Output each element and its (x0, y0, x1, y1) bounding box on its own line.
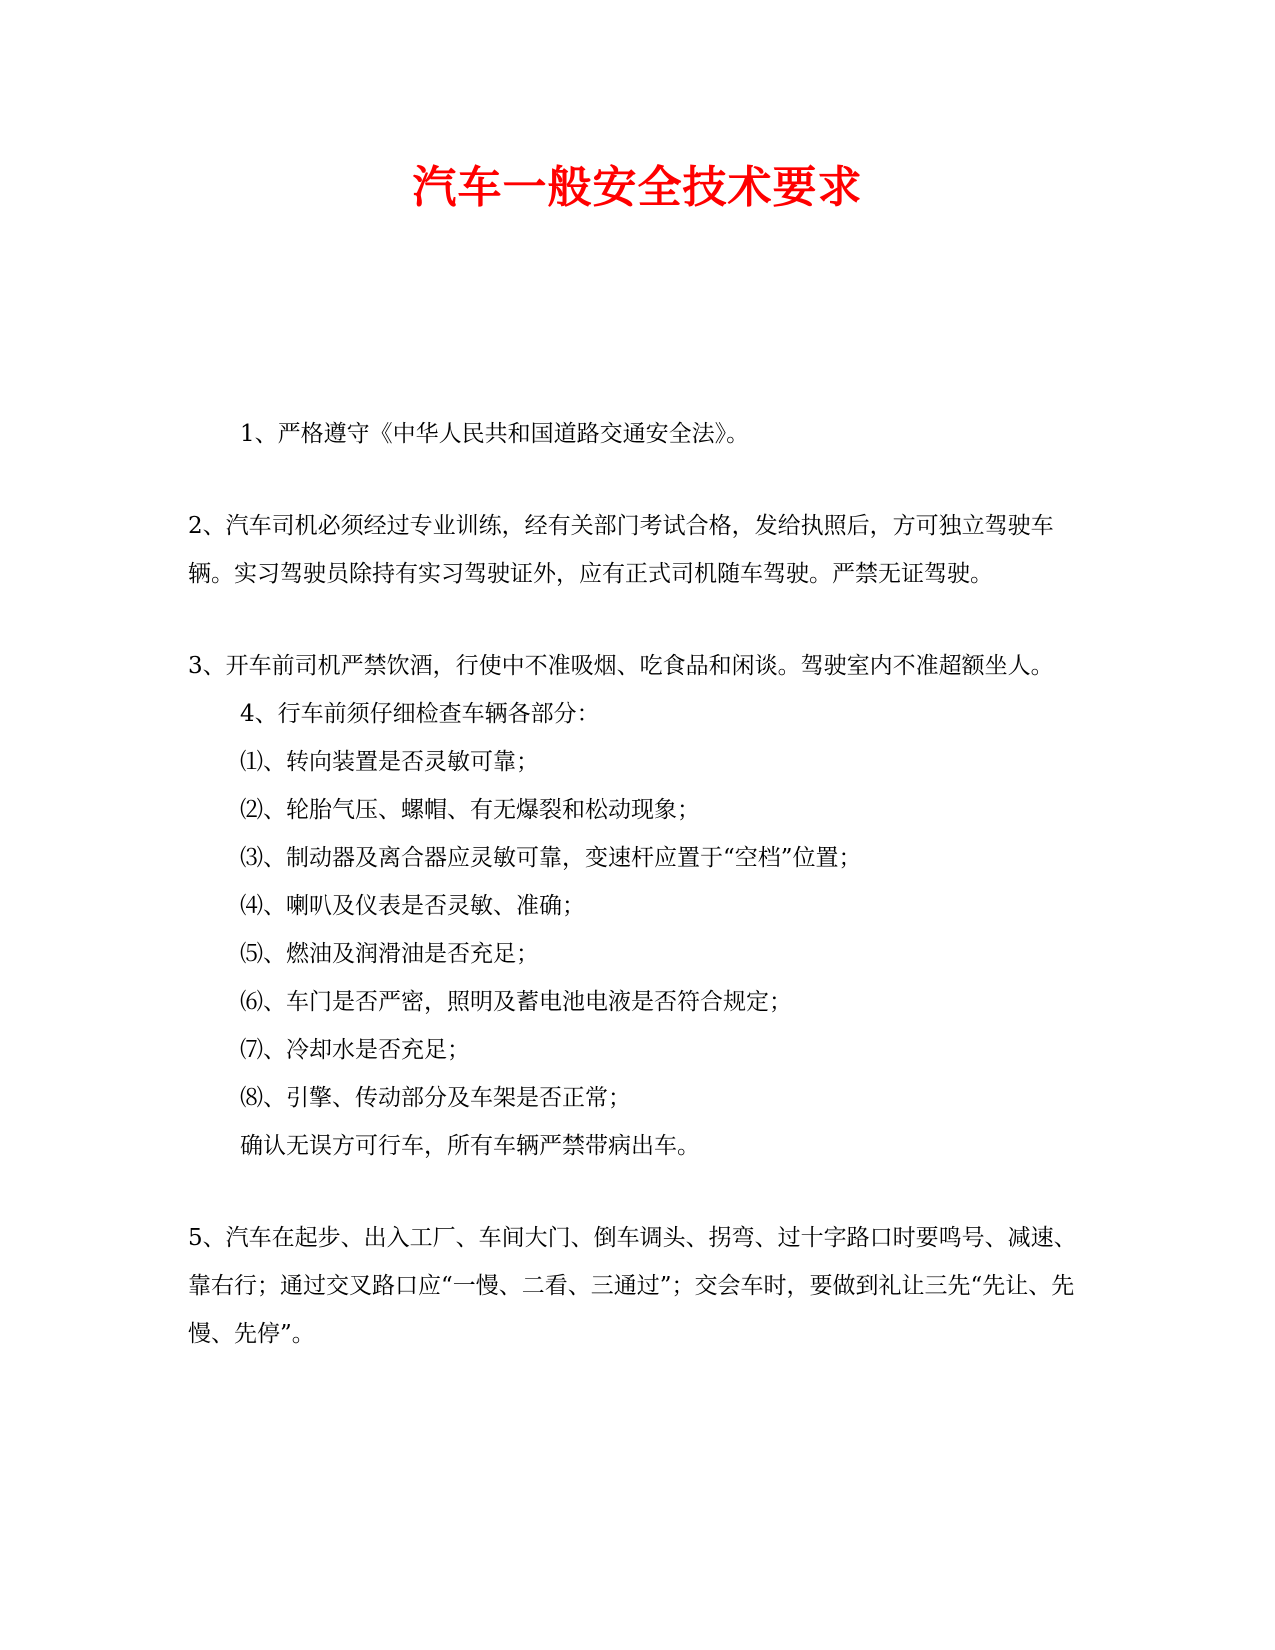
paragraph-4-conclusion: 确认无误方可行车，所有车辆严禁带病出车。 (240, 1133, 700, 1159)
document-body (188, 410, 1088, 1358)
check-item-7: ⑺、冷却水是否充足； (240, 1037, 470, 1063)
paragraph-5: 5、汽车在起步、出入工厂、车间大门、倒车调头、拐弯、过十字路口时要鸣号、减速、靠右行；通过交叉路口应“一慢、二看、三通过”；交会车时，要做到礼让三先“先让、先慢、先停”。 (188, 1225, 1077, 1347)
page-title: 汽车一般安全技术要求 (412, 162, 863, 213)
check-item-6: ⑹、车门是否严密，照明及蓄电池电液是否符合规定； (240, 989, 792, 1015)
check-item-1: ⑴、转向装置是否灵敏可靠； (240, 749, 539, 775)
paragraph-3: 3、开车前司机严禁饮酒，行使中不准吸烟、吃食品和闲谈。驾驶室内不准超额坐人。 (188, 653, 1054, 679)
paragraph-1: 1、严格遵守《中华人民共和国道路交通安全法》。 (240, 421, 750, 447)
paragraph-4: 4、行车前须仔细检查车辆各部分： (240, 701, 600, 727)
check-item-5: ⑸、燃油及润滑油是否充足； (240, 941, 539, 967)
check-item-3: ⑶、制动器及离合器应灵敏可靠，变速杆应置于“空档”位置； (240, 845, 862, 871)
paragraph-2: 2、汽车司机必须经过专业训练，经有关部门考试合格，发给执照后，方可独立驾驶车辆。实习驾驶员除持有实习驾驶证外，应有正式司机随车驾驶。严禁无证驾驶。 (188, 513, 1054, 587)
check-item-4: ⑷、喇叭及仪表是否灵敏、准确； (240, 893, 585, 919)
check-item-8: ⑻、引擎、传动部分及车架是否正常； (240, 1085, 631, 1111)
check-item-2: ⑵、轮胎气压、螺帽、有无爆裂和松动现象； (240, 797, 700, 823)
